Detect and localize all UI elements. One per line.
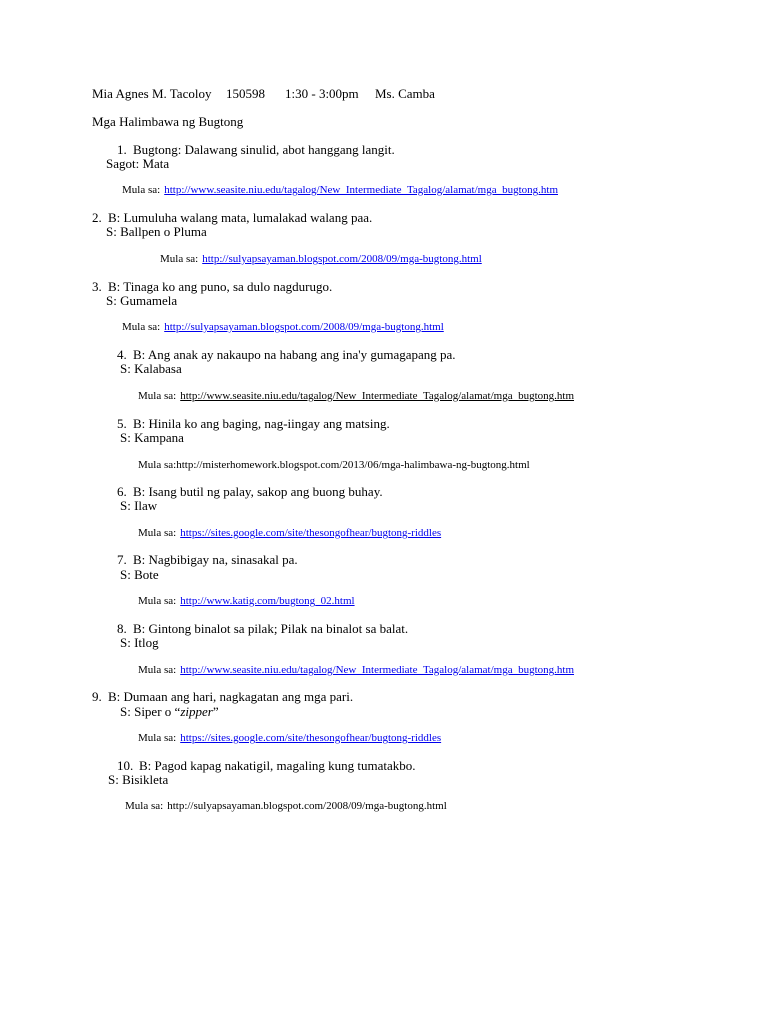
riddle-text: B: Pagod kapag nakatigil, magaling kung tumatakbo. bbox=[139, 758, 416, 773]
riddle-text: B: Dumaan ang hari, nagkagatan ang mga pari. bbox=[108, 689, 354, 704]
riddle-number: 8. bbox=[117, 621, 127, 636]
teacher-name: Ms. Camba bbox=[375, 86, 435, 101]
riddle-text: Bugtong: Dalawang sinulid, abot hanggang langit. bbox=[133, 142, 395, 157]
source-label: Mula sa: bbox=[160, 253, 199, 265]
riddle-number: 9. bbox=[92, 689, 102, 704]
answer-3: S: Gumamela bbox=[106, 293, 178, 308]
source-link[interactable]: http://sulyapsayaman.blogspot.com/2008/09/mga-bugtong.html bbox=[164, 321, 444, 333]
answer-1: Sagot: Mata bbox=[106, 156, 170, 171]
source-label: Mula sa: bbox=[138, 595, 177, 607]
answer-8: S: Itlog bbox=[120, 635, 159, 650]
riddle-text: B: Tinaga ko ang puno, sa dulo nagdurugo. bbox=[108, 279, 333, 294]
riddle-number: 3. bbox=[92, 279, 102, 294]
riddle-text: B: Hinila ko ang baging, nag-iingay ang matsing. bbox=[133, 416, 390, 431]
source-url-text: http://sulyapsayaman.blogspot.com/2008/09/mga-bugtong.html bbox=[167, 800, 447, 812]
source-link[interactable]: http://www.katig.com/bugtong_02.html bbox=[180, 595, 355, 607]
answer-10: S: Bisikleta bbox=[108, 772, 169, 787]
riddle-text: B: Ang anak ay nakaupo na habang ang ina'y gumagapang pa. bbox=[133, 347, 456, 362]
riddle-number: 7. bbox=[117, 552, 127, 567]
source-link[interactable]: http://sulyapsayaman.blogspot.com/2008/09/mga-bugtong.html bbox=[202, 253, 482, 265]
riddle-8 bbox=[117, 621, 408, 637]
answer-emphasis: zipper bbox=[180, 704, 213, 719]
source-6 bbox=[138, 526, 441, 540]
answer-6: S: Ilaw bbox=[120, 498, 158, 513]
answer-4: S: Kalabasa bbox=[120, 361, 182, 376]
document-title: Mga Halimbawa ng Bugtong bbox=[92, 114, 244, 129]
source-9 bbox=[138, 731, 441, 745]
source-link[interactable]: http://www.seasite.niu.edu/tagalog/New_Intermediate_Tagalog/alamat/mga_bugtong.htm bbox=[180, 390, 575, 402]
source-2 bbox=[160, 252, 482, 266]
riddle-text: B: Isang butil ng palay, sakop ang buong buhay. bbox=[133, 484, 383, 499]
student-name: Mia Agnes M. Tacoloy bbox=[92, 86, 212, 101]
answer-2: S: Ballpen o Pluma bbox=[106, 224, 207, 239]
source-label: Mula sa: bbox=[138, 459, 177, 471]
source-label: Mula sa: bbox=[122, 184, 161, 196]
source-label: Mula sa: bbox=[122, 321, 161, 333]
class-schedule: 1:30 - 3:00pm bbox=[285, 86, 359, 101]
answer-closing-quote: ” bbox=[212, 704, 219, 719]
riddle-number: 4. bbox=[117, 347, 127, 362]
source-10 bbox=[125, 799, 447, 813]
answer-7: S: Bote bbox=[120, 567, 159, 582]
answer-9 bbox=[120, 704, 219, 720]
riddle-9 bbox=[92, 689, 353, 705]
riddle-text: B: Lumuluha walang mata, lumalakad walang paa. bbox=[108, 210, 373, 225]
source-label: Mula sa: bbox=[138, 527, 177, 539]
source-label: Mula sa: bbox=[138, 732, 177, 744]
student-number: 150598 bbox=[226, 86, 265, 101]
source-label: Mula sa: bbox=[138, 664, 177, 676]
source-link[interactable]: http://www.seasite.niu.edu/tagalog/New_Intermediate_Tagalog/alamat/mga_bugtong.htm bbox=[180, 664, 575, 676]
source-label: Mula sa: bbox=[125, 800, 164, 812]
riddle-number: 6. bbox=[117, 484, 127, 499]
answer-5: S: Kampana bbox=[120, 430, 184, 445]
source-3 bbox=[122, 320, 444, 334]
source-label: Mula sa: bbox=[138, 390, 177, 402]
source-8 bbox=[138, 663, 574, 677]
source-5 bbox=[138, 458, 530, 472]
riddle-number: 5. bbox=[117, 416, 127, 431]
source-1 bbox=[122, 183, 558, 197]
riddle-number: 2. bbox=[92, 210, 102, 225]
riddle-number: 1. bbox=[117, 142, 127, 157]
source-link[interactable]: https://sites.google.com/site/thesongofhear/bugtong-riddles bbox=[180, 527, 442, 539]
riddle-text: B: Gintong binalot sa pilak; Pilak na binalot sa balat. bbox=[133, 621, 409, 636]
source-4 bbox=[138, 389, 574, 403]
answer-text: S: Siper o “ bbox=[120, 704, 181, 719]
source-7 bbox=[138, 594, 355, 608]
source-link[interactable]: https://sites.google.com/site/thesongofhear/bugtong-riddles bbox=[180, 732, 442, 744]
source-url-text: http://misterhomework.blogspot.com/2013/06/mga-halimbawa-ng-bugtong.html bbox=[176, 459, 530, 471]
riddle-7 bbox=[117, 552, 298, 568]
riddle-text: B: Nagbibigay na, sinasakal pa. bbox=[133, 552, 298, 567]
source-link[interactable]: http://www.seasite.niu.edu/tagalog/New_Intermediate_Tagalog/alamat/mga_bugtong.htm bbox=[164, 184, 559, 196]
riddle-number: 10. bbox=[117, 758, 134, 773]
